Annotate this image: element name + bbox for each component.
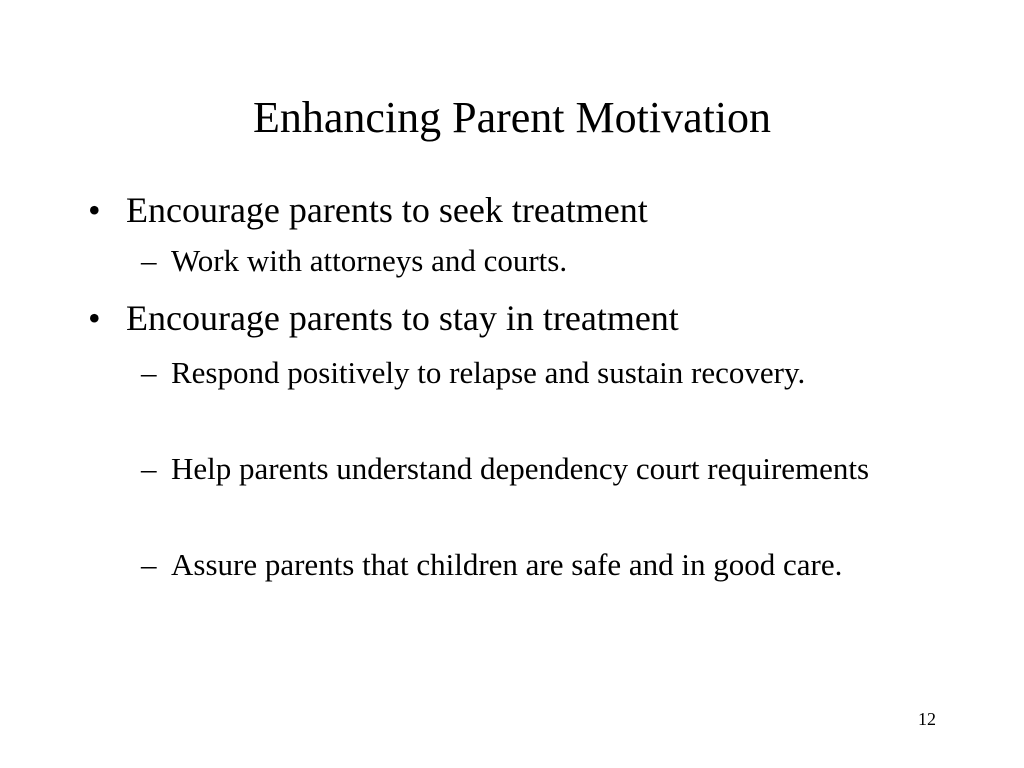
- bullet-marker: •: [88, 298, 101, 338]
- sub-bullet-marker: –: [141, 451, 157, 486]
- sub-bullet-text: Respond positively to relapse and sustain recovery.: [171, 355, 806, 390]
- bullet-text: Encourage parents to seek treatment: [126, 190, 648, 230]
- slide-title: Enhancing Parent Motivation: [252, 93, 772, 142]
- sub-bullet-text: Help parents understand dependency court requirements: [171, 451, 870, 486]
- page-number: 12: [918, 709, 936, 729]
- sub-bullet-text: Assure parents that children are safe and in good care.: [171, 547, 843, 582]
- sub-bullet-text: Work with attorneys and courts.: [171, 243, 568, 278]
- sub-bullet-marker: –: [141, 243, 157, 278]
- sub-bullet-marker: –: [141, 355, 157, 390]
- bullet-marker: •: [88, 190, 101, 230]
- bullet-text: Encourage parents to stay in treatment: [126, 298, 679, 338]
- sub-bullet-marker: –: [141, 547, 157, 582]
